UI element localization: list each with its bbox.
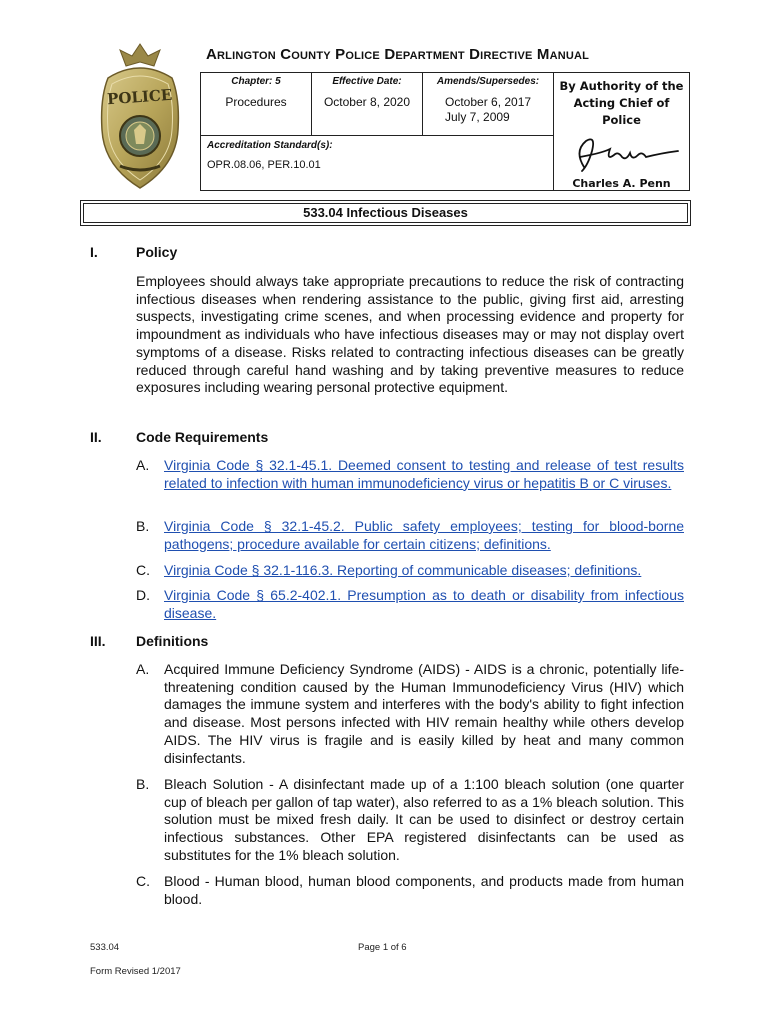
footer-page-number: Page 1 of 6: [358, 942, 407, 953]
accreditation-value: OPR.08.06, PER.10.01: [207, 159, 321, 172]
directive-manual-title: Arlington County Police Department Directive Manual: [206, 46, 590, 63]
header-info-table: [200, 72, 690, 191]
item-letter: A.: [136, 661, 150, 677]
code-link[interactable]: Virginia Code § 65.2-402.1. Presumption as to death or disability from infectious disease.: [164, 587, 684, 621]
definition-item: [136, 776, 684, 865]
amends-value-2: July 7, 2009: [445, 110, 510, 124]
section-heading: Policy: [136, 244, 178, 260]
code-item: [136, 457, 684, 492]
item-letter: D.: [136, 587, 150, 603]
effective-date-cell: [312, 73, 423, 136]
definition-text: Acquired Immune Deficiency Syndrome (AIDS) - AIDS is a chronic, potentially life-threatening condition caused by the Human Immunodeficiency Virus (HIV) which damages the immune system and interferes with the body's ability to fight infection and disease. Most persons infected with HIV remain healthy while others develop AIDS. The HIV virus is fragile and is easily killed by heat and many common disinfectants.: [164, 661, 684, 766]
directive-title-box: [80, 200, 691, 226]
authority-line-2: Acting Chief of Police: [573, 96, 670, 127]
code-link[interactable]: Virginia Code § 32.1-45.2. Public safety employees; testing for blood-borne pathogens; procedure available for certain citizens; definitions.: [164, 518, 684, 552]
code-item: [136, 518, 684, 553]
section-number: III.: [90, 633, 106, 649]
police-badge-logo: [90, 38, 190, 198]
chapter-cell: [201, 73, 312, 136]
item-letter: C.: [136, 873, 150, 889]
definition-item: [136, 661, 684, 767]
code-link[interactable]: Virginia Code § 32.1-116.3. Reporting of communicable diseases; definitions.: [164, 562, 642, 578]
section-heading: Code Requirements: [136, 429, 269, 445]
directive-title: 533.04 Infectious Diseases: [83, 203, 688, 223]
item-letter: A.: [136, 457, 150, 473]
signer-name: Charles A. Penn: [572, 177, 671, 190]
svg-text:POLICE: POLICE: [106, 85, 173, 109]
code-item: [136, 562, 684, 580]
code-item: [136, 587, 684, 622]
section-heading: Definitions: [136, 633, 209, 649]
section-number: I.: [90, 244, 98, 260]
effective-date-value: October 8, 2020: [323, 95, 411, 109]
amends-label: Amends/Supersedes:: [436, 76, 540, 87]
code-link[interactable]: Virginia Code § 32.1-45.1. Deemed consent to testing and release of test results related to infection with human immunodeficiency virus or hepatitis B or C viruses.: [164, 457, 684, 491]
signature: [562, 131, 682, 175]
item-letter: B.: [136, 518, 150, 534]
definition-text: Blood - Human blood, human blood components, and products made from human blood.: [164, 873, 684, 907]
definition-text: Bleach Solution - A disinfectant made up of a 1:100 bleach solution (one quarter cup of bleach per gallon of tap water), also referred to as a 1% bleach solution. This solution must be mixed fresh daily. It can be used to disinfect or destroy certain infectious substances. Other EPA registered disinfectants can be used as substitutes for the 1% bleach solution.: [164, 776, 684, 863]
accreditation-cell: [201, 136, 554, 191]
section-number: II.: [90, 429, 102, 445]
item-letter: C.: [136, 562, 150, 578]
amends-cell: [423, 73, 554, 136]
definition-item: [136, 873, 684, 908]
amends-value-1: October 6, 2017: [445, 95, 532, 109]
footer-doc-number: 533.04: [90, 942, 120, 953]
item-letter: B.: [136, 776, 150, 792]
authority-cell: [554, 73, 690, 191]
authority-line-1: By Authority of the: [559, 79, 684, 93]
accreditation-label: Accreditation Standard(s):: [207, 140, 333, 152]
policy-paragraph: Employees should always take appropriate precautions to reduce the risk of contracting infectious diseases when rendering assistance to the public, giving first aid, arresting suspects, investigating crime scenes, and when processing evidence and property for impoundment as individuals who have infectious diseases may or may not display overt symptoms of a disease. Risks related to contracting infectious diseases can be greatly reduced through careful hand washing and by taking preventive measures to reduce exposures including wearing personal protective equipment.: [136, 273, 684, 396]
chapter-value: Procedures: [225, 95, 287, 109]
chapter-label: Chapter: 5: [231, 76, 281, 87]
effective-date-label: Effective Date:: [332, 76, 402, 87]
footer-form-revised: Form Revised 1/2017: [90, 966, 181, 977]
